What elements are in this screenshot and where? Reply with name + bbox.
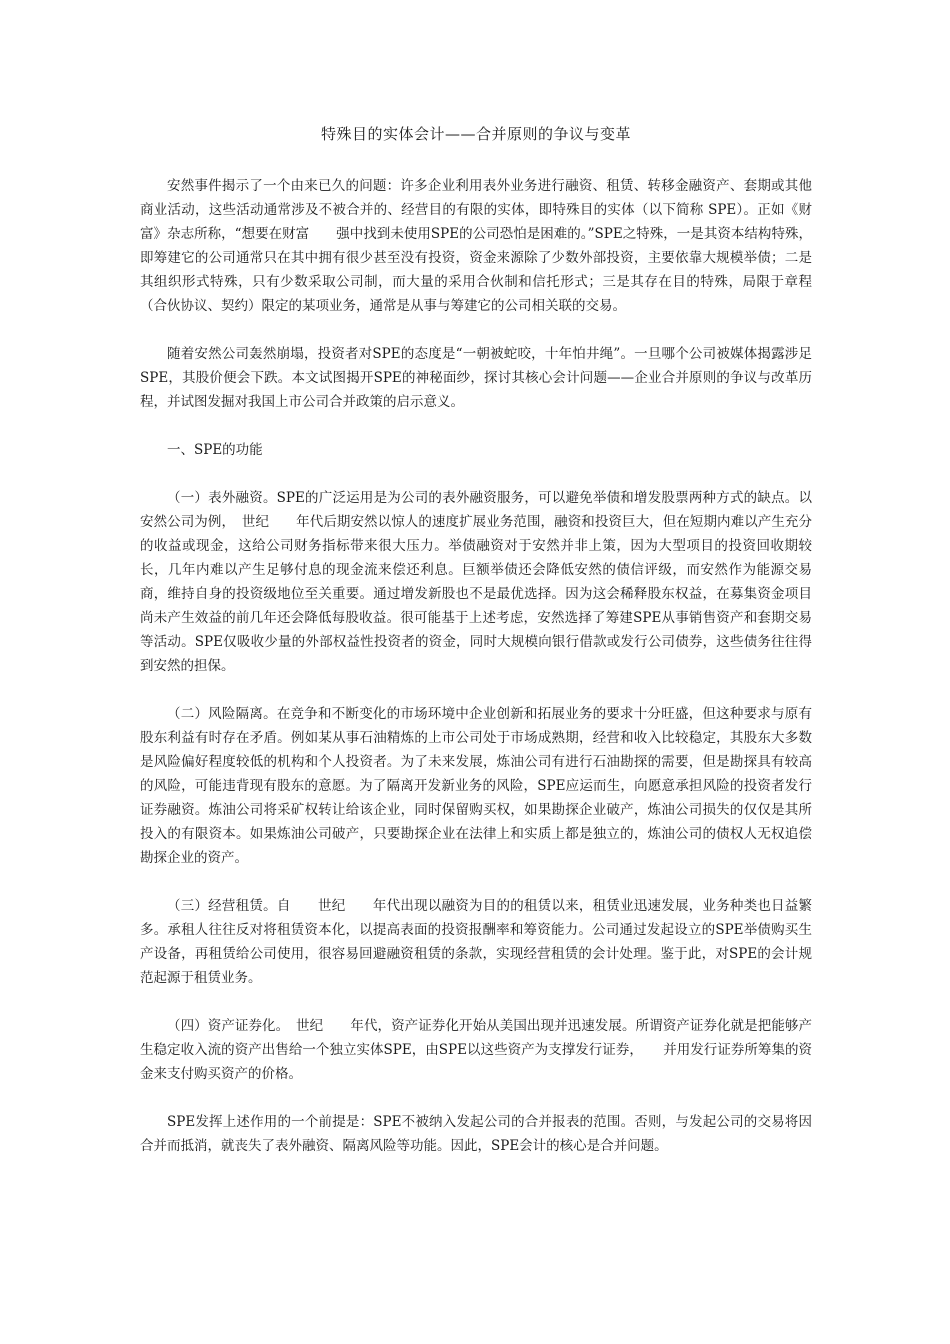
section1-paragraph-risk-isolation: （二）风险隔离。在竞争和不断变化的市场环境中企业创新和拓展业务的要求十分旺盛，但这种要求与原有股东利益有时存在矛盾。例如某从事石油精炼的上市公司处于市场成熟期，经营和收入比较稳定，其股东大多数是风险偏好程度较低的机构和个人投资者。为了未来发展，炼油公司有进行石油勘探的需要，但是勘探具有较高的风险，可能违背现有股东的意愿。为了隔离开发新业务的风险，SPE应运而生，向愿意承担风险的投资者发行证券融资。炼油公司将采矿权转让给该企业，同时保留购买权，如果勘探企业破产，炼油公司损失的仅仅是其所投入的有限资本。如果炼油公司破产，只要勘探企业在法律上和实质上都是独立的，炼油公司的债权人无权追偿勘探企业的资产。	[140, 706, 812, 866]
section1-paragraph-premise: SPE发挥上述作用的一个前提是：SPE不被纳入发起公司的合并报表的范围。否则，与发起公司的交易将因合并而抵消，就丧失了表外融资、隔离风险等功能。因此，SPE会计的核心是合并问题。	[140, 1114, 812, 1154]
section1-paragraph-securitization: （四）资产证券化。 世纪 年代，资产证券化开始从美国出现并迅速发展。所谓资产证券化就是把能够产生稳定收入流的资产出售给一个独立实体SPE，由SPE以这些资产为支撑发行证券， 并用发行证券所筹集的资金来支付购买资产的价格。	[140, 1018, 812, 1082]
section1-paragraph-off-balance-financing: （一）表外融资。SPE的广泛运用是为公司的表外融资服务，可以避免举债和增发股票两种方式的缺点。以安然公司为例， 世纪 年代后期安然以惊人的速度扩展业务范围，融资和投资巨大，但在短期内难以产生充分的收益或现金，这给公司财务指标带来很大压力。举债融资对于安然并非上策，因为大型项目的投资回收期较长，几年内难以产生足够付息的现金流来偿还利息。巨额举债还会降低安然的债信评级，而安然作为能源交易商，维持自身的投资级地位至关重要。通过增发新股也不是最优选择。因为这会稀释股东权益，在募集资金项目尚未产生效益的前几年还会降低每股收益。很可能基于上述考虑，安然选择了筹建SPE从事销售资产和套期交易等活动。SPE仅吸收少量的外部权益性投资者的资金，同时大规模向银行借款或发行公司债券，这些债务往往得到安然的担保。	[140, 490, 812, 674]
intro-paragraph-1: 安然事件揭示了一个由来已久的问题：许多企业利用表外业务进行融资、租赁、转移金融资产、套期或其他商业活动，这些活动通常涉及不被合并的、经营目的有限的实体，即特殊目的实体（以下简称 SPE）。正如《财富》杂志所称，“想要在财富 强中找到未使用SPE的公司恐怕是困难的。”SPE之特殊，一是其资本结构特殊，即筹建它的公司通常只在其中拥有很少甚至没有投资，资金来源除了少数外部投资，主要依靠大规模举债；二是其组织形式特殊，只有少数采取公司制，而大量的采用合伙制和信托形式；三是其存在目的特殊，局限于章程（合伙协议、契约）限定的某项业务，通常是从事与筹建它的公司相关联的交易。	[140, 178, 812, 314]
document-title: 特殊目的实体会计——合并原则的争议与变革	[320, 125, 631, 143]
section1-paragraph-operating-lease: （三）经营租赁。自 世纪 年代出现以融资为目的的租赁以来，租赁业迅速发展，业务种类也日益繁多。承租人往往反对将租赁资本化，以提高表面的投资报酬率和筹资能力。公司通过发起设立的SPE举债购买生产设备，再租赁给公司使用，很容易回避融资租赁的条款，实现经营租赁的会计处理。鉴于此，对SPE的会计规范起源于租赁业务。	[140, 898, 812, 986]
document-page	[140, 122, 812, 1182]
section-heading-1: 一、SPE的功能	[167, 442, 263, 458]
intro-paragraph-2: 随着安然公司轰然崩塌，投资者对SPE的态度是“一朝被蛇咬，十年怕井绳”。一旦哪个公司被媒体揭露涉足SPE，其股价便会下跌。本文试图揭开SPE的神秘面纱，探讨其核心会计问题——企业合并原则的争议与改革历程，并试图发掘对我国上市公司合并政策的启示意义。	[140, 346, 812, 410]
